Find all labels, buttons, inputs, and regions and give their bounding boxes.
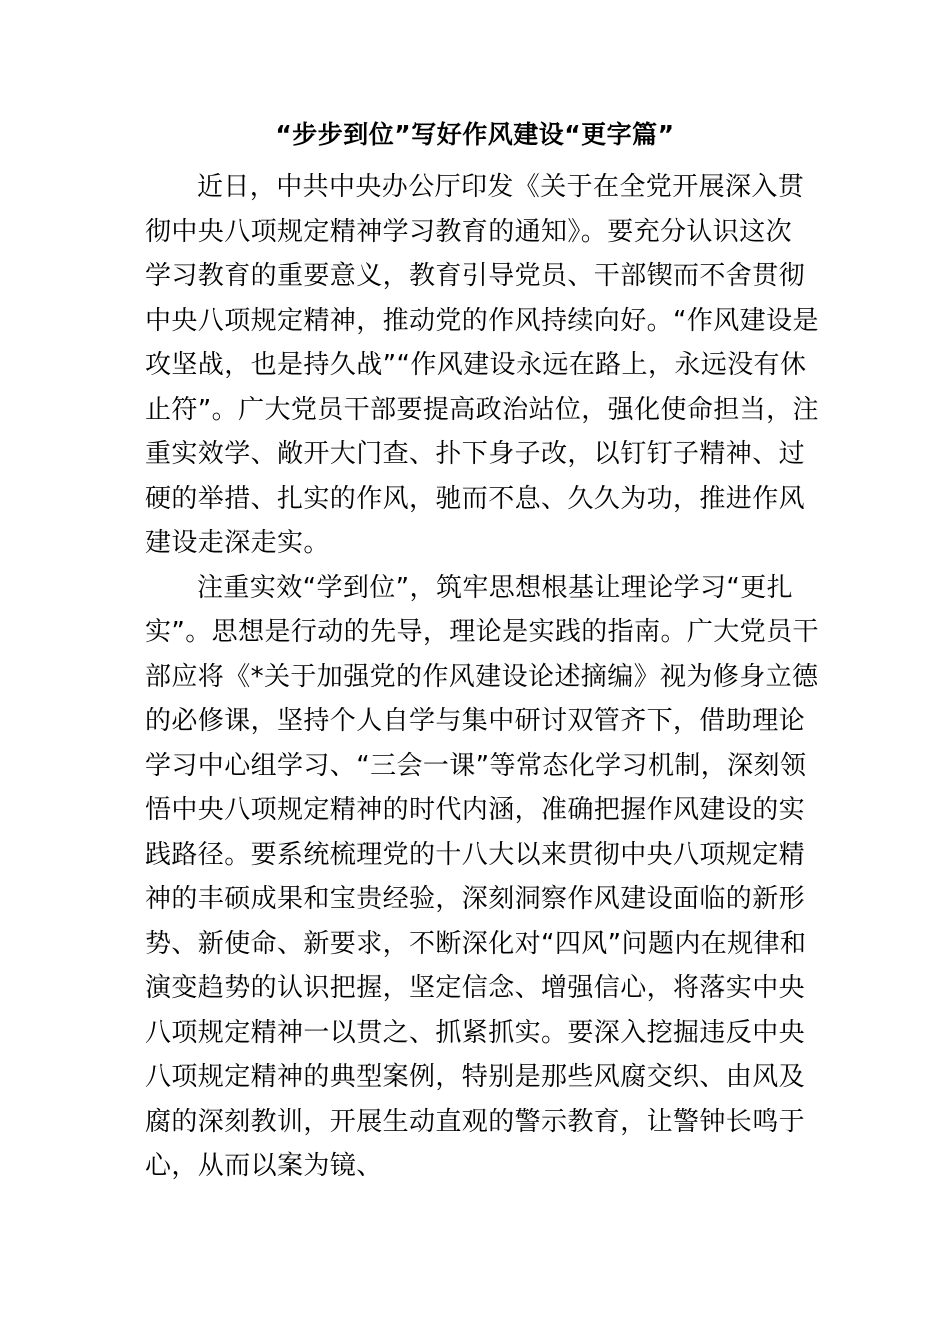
text-line: 心，从而以案为镜、	[145, 1151, 383, 1181]
document-title: “步步到位”写好作风建设“更字篇”	[275, 120, 675, 149]
text-line: 践路径。要系统梳理党的十八大以来贯彻中央八项规定精	[145, 839, 806, 870]
text-line: 势、新使命、新要求，不断深化对“四风”问题内在规律和	[145, 928, 807, 959]
text-line: 八项规定精神的典型案例，特别是那些风腐交织、由风及	[145, 1062, 806, 1092]
text-line: 建设走深走实。	[145, 528, 330, 558]
text-line: 止符”。广大党员干部要提高政治站位，强化使命担当，注	[145, 394, 819, 425]
text-line: 硬的举措、扎实的作风，驰而不息、久久为功，推进作风	[145, 483, 806, 514]
text-line: 演变趋势的认识把握，坚定信念、增强信心，将落实中央	[145, 973, 806, 1003]
text-line: 重实效学、敞开大门查、扑下身子改，以钉钉子精神、过	[145, 439, 806, 469]
document-body	[145, 165, 825, 1189]
text-line: 神的丰硕成果和宝贵经验，深刻洞察作风建设面临的新形	[145, 884, 806, 914]
text-line: 彻中央八项规定精神学习教育的通知》。要充分认识这次	[145, 216, 793, 247]
text-line: 腐的深刻教训，开展生动直观的警示教育，让警钟长鸣于	[145, 1106, 806, 1137]
text-line: 学习教育的重要意义，教育引导党员、干部锲而不舍贯彻	[145, 261, 806, 291]
text-line: 部应将《*关于加强党的作风建设论述摘编》视为修身立德	[145, 661, 819, 692]
text-line: 中央八项规定精神，推动党的作风持续向好。“作风建设是	[145, 305, 819, 336]
text-line: 的必修课，坚持个人自学与集中研讨双管齐下，借助理论	[145, 706, 806, 736]
text-line: 攻坚战，也是持久战”“作风建设永远在路上，永远没有休	[145, 350, 807, 380]
text-line: 学习中心组学习、“三会一课”等常态化学习机制，深刻领	[145, 750, 807, 781]
text-line: 悟中央八项规定精神的时代内涵，准确把握作风建设的实	[145, 795, 806, 825]
text-line: 注重实效“学到位”，筑牢思想根基让理论学习“更扎	[197, 572, 794, 603]
text-line: 近日，中共中央办公厅印发《关于在全党开展深入贯	[197, 172, 805, 202]
text-line: 实”。思想是行动的先导，理论是实践的指南。广大党员干	[145, 617, 819, 647]
text-line: 八项规定精神一以贯之、抓紧抓实。要深入挖掘违反中央	[145, 1017, 806, 1048]
